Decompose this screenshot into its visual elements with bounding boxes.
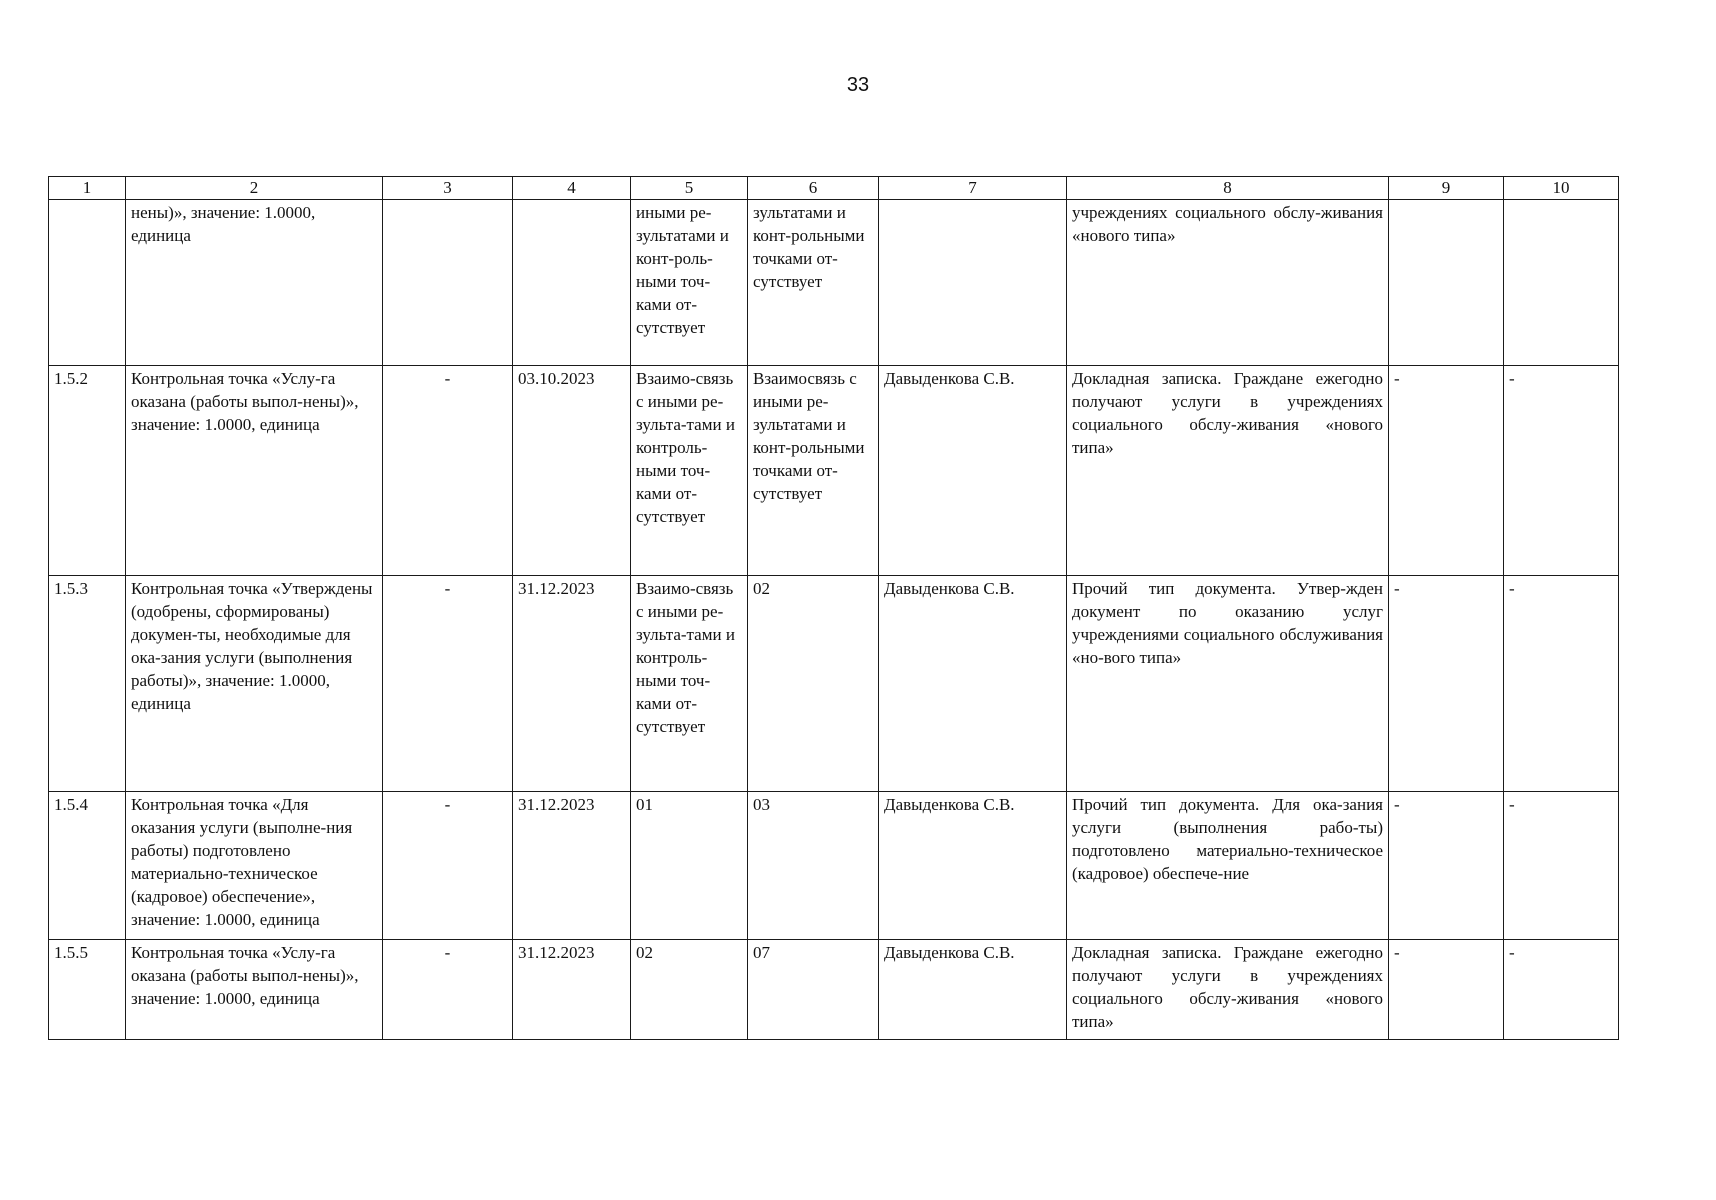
table-row xyxy=(49,200,1619,366)
column-3-cell xyxy=(383,200,513,366)
column-5-cell: иными ре-зультатами и конт-роль-ными точ-ками от-сутствует xyxy=(631,200,748,366)
document-description-cell: Докладная записка. Граждане ежегодно получают услуги в учреждениях социального обслу-живания «нового типа» xyxy=(1067,940,1389,1040)
control-point-name-cell: Контрольная точка «Услу-га оказана (работы выпол-нены)», значение: 1.0000, единица xyxy=(126,940,383,1040)
column-header: 9 xyxy=(1389,177,1504,200)
column-5-cell: 01 xyxy=(631,792,748,940)
date-cell xyxy=(513,200,631,366)
table-row xyxy=(49,576,1619,792)
column-6-cell: 02 xyxy=(748,576,879,792)
table-row xyxy=(49,792,1619,940)
column-5-cell: Взаимо-связь с иными ре-зульта-тами и контроль-ными точ-ками от-сутствует xyxy=(631,576,748,792)
responsible-cell: Давыденкова С.В. xyxy=(879,940,1067,1040)
table-row xyxy=(49,366,1619,576)
responsible-cell: Давыденкова С.В. xyxy=(879,366,1067,576)
responsible-cell xyxy=(879,200,1067,366)
date-cell: 31.12.2023 xyxy=(513,940,631,1040)
row-number-cell: 1.5.5 xyxy=(49,940,126,1040)
date-cell: 03.10.2023 xyxy=(513,366,631,576)
responsible-cell: Давыденкова С.В. xyxy=(879,576,1067,792)
control-point-name-cell: Контрольная точка «Утверждены (одобрены, сформированы) докумен-ты, необходимые для ока-зания услуги (выполнения работы)», значение: 1.0000, единица xyxy=(126,576,383,792)
row-number-cell xyxy=(49,200,126,366)
column-10-cell: - xyxy=(1504,940,1619,1040)
control-point-name-cell: нены)», значение: 1.0000, единица xyxy=(126,200,383,366)
column-6-cell: 03 xyxy=(748,792,879,940)
column-9-cell: - xyxy=(1389,792,1504,940)
control-points-table xyxy=(48,176,1619,1040)
column-header: 7 xyxy=(879,177,1067,200)
row-number-cell: 1.5.4 xyxy=(49,792,126,940)
column-3-cell: - xyxy=(383,576,513,792)
page-number: 33 xyxy=(846,74,870,96)
column-9-cell: - xyxy=(1389,576,1504,792)
column-9-cell: - xyxy=(1389,940,1504,1040)
column-header: 5 xyxy=(631,177,748,200)
column-3-cell: - xyxy=(383,940,513,1040)
column-header: 3 xyxy=(383,177,513,200)
date-cell: 31.12.2023 xyxy=(513,792,631,940)
header-row xyxy=(49,177,1619,200)
control-point-name-cell: Контрольная точка «Услу-га оказана (работы выпол-нены)», значение: 1.0000, единица xyxy=(126,366,383,576)
column-6-cell: Взаимосвязь с иными ре-зультатами и конт-рольными точками от-сутствует xyxy=(748,366,879,576)
column-header: 2 xyxy=(126,177,383,200)
document-description-cell: Докладная записка. Граждане ежегодно получают услуги в учреждениях социального обслу-живания «нового типа» xyxy=(1067,366,1389,576)
control-point-name-cell: Контрольная точка «Для оказания услуги (выполне-ния работы) подготовлено материально-техническое (кадровое) обеспечение», значение: 1.0000, единица xyxy=(126,792,383,940)
column-5-cell: 02 xyxy=(631,940,748,1040)
column-9-cell: - xyxy=(1389,366,1504,576)
column-10-cell: - xyxy=(1504,576,1619,792)
column-6-cell: 07 xyxy=(748,940,879,1040)
table-row xyxy=(49,940,1619,1040)
column-header: 4 xyxy=(513,177,631,200)
column-10-cell: - xyxy=(1504,792,1619,940)
column-10-cell: - xyxy=(1504,366,1619,576)
row-number-cell: 1.5.2 xyxy=(49,366,126,576)
column-header: 1 xyxy=(49,177,126,200)
column-3-cell: - xyxy=(383,366,513,576)
column-header: 6 xyxy=(748,177,879,200)
row-number-cell: 1.5.3 xyxy=(49,576,126,792)
column-header: 10 xyxy=(1504,177,1619,200)
document-description-cell: учреждениях социального обслу-живания «нового типа» xyxy=(1067,200,1389,366)
column-5-cell: Взаимо-связь с иными ре-зульта-тами и контроль-ными точ-ками от-сутствует xyxy=(631,366,748,576)
date-cell: 31.12.2023 xyxy=(513,576,631,792)
column-header: 8 xyxy=(1067,177,1389,200)
column-6-cell: зультатами и конт-рольными точками от-сутствует xyxy=(748,200,879,366)
document-description-cell: Прочий тип документа. Для ока-зания услуги (выполнения рабо-ты) подготовлено материально-техническое (кадровое) обеспече-ние xyxy=(1067,792,1389,940)
column-10-cell xyxy=(1504,200,1619,366)
column-9-cell xyxy=(1389,200,1504,366)
responsible-cell: Давыденкова С.В. xyxy=(879,792,1067,940)
column-3-cell: - xyxy=(383,792,513,940)
document-description-cell: Прочий тип документа. Утвер-жден документ по оказанию услуг учреждениями социального обслуживания «но-вого типа» xyxy=(1067,576,1389,792)
